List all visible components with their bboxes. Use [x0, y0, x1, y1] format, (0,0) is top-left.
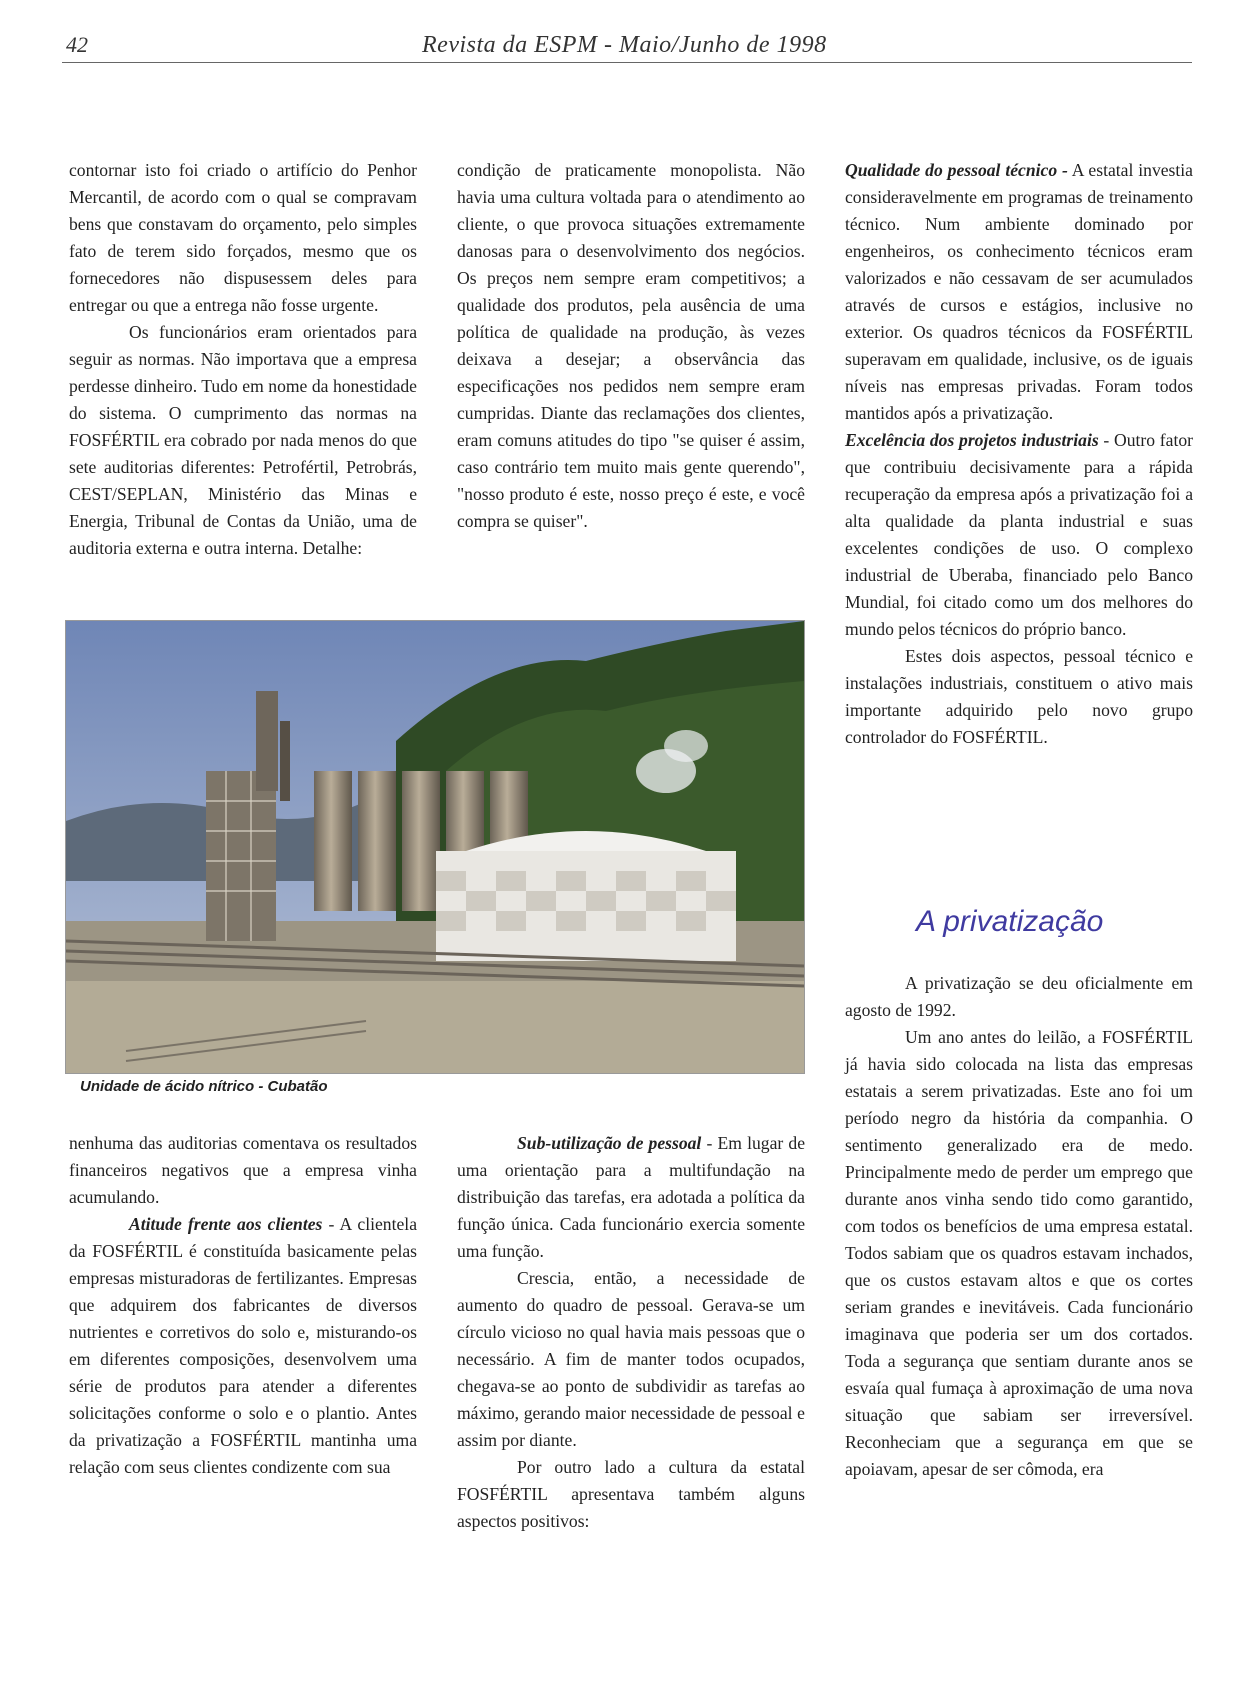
- paragraph: A privatização se deu oficialmente em agosto de 1992.: [845, 973, 1193, 1020]
- figure-caption: Unidade de ácido nítrico - Cubatão: [80, 1078, 328, 1095]
- paragraph: condição de praticamente monopolista. Não havia uma cultura voltada para o atendimento ao cliente, o que provoca situações extremamente danosas para o desenvolvimento dos negócios. Os preços nem sempre eram competitivos; a qualidade dos produtos, pela ausência de uma política de qualidade na produção, às vezes deixava a desejar; a observância das especificações nos pedidos nem sempre eram cumpridas. Diante das reclamações dos clientes, eram comuns atitudes do tipo "se quiser é assim, caso contrário tem muito mais gente querendo", "nosso produto é este, nosso preço é este, e você compra se quiser".: [457, 160, 805, 531]
- paragraph: [69, 1211, 417, 1481]
- paragraph: Os funcionários eram orientados para seguir as normas. Não importava que a empresa perdesse dinheiro. Tudo em nome da honestidade do sistema. O cumprimento das normas na FOSFÉRTIL era cobrado por nada menos do que sete auditorias diferentes: Petrofértil, Petrobrás, CEST/SEPLAN, Ministério das Minas e Energia, Tribunal de Contas da União, uma de auditoria externa e outra interna. Detalhe:: [69, 322, 417, 558]
- paragraph-text: - Em lugar de uma orientação para a multifundação na distribuição das tarefas, era adotada a política da função única. Cada funcionário exercia somente uma função.: [457, 1133, 806, 1261]
- column-1-bottom: [69, 1130, 417, 1481]
- paragraph: Crescia, então, a necessidade de aumento do quadro de pessoal. Gerava-se um círculo vicioso no qual havia mais pessoas que o necessário. A fim de manter todos ocupados, chegava-se ao ponto de subdividir as tarefas ao máximo, gerando maior necessidade de pessoal e assim por diante.: [457, 1268, 805, 1450]
- paragraph: [457, 1130, 805, 1265]
- paragraph-text: - Outro fator que contribuiu decisivamente para a rápida recuperação da empresa após a privatização foi a alta qualidade da planta industrial e suas excelentes condições de uso. O complexo industrial de Uberaba, financiado pelo Banco Mundial, foi citado como um dos melhores do mundo pelos técnicos do próprio banco.: [845, 430, 1193, 639]
- paragraph: Estes dois aspectos, pessoal técnico e instalações industriais, constituem o ativo mais importante adquirido pelo novo grupo controlador do FOSFÉRTIL.: [845, 646, 1193, 747]
- paragraph: contornar isto foi criado o artifício do Penhor Mercantil, de acordo com o qual se compravam bens que constavam do orçamento, pelo simples fato de terem sido forçados, mesmo que os fornecedores não dispusessem deles para entregar ou que a entrega não fosse urgente.: [69, 160, 417, 315]
- paragraph: nenhuma das auditorias comentava os resultados financeiros negativos que a empresa vinha acumulando.: [69, 1133, 417, 1207]
- subheading: Sub-utilização de pessoal: [517, 1133, 702, 1153]
- paragraph: Por outro lado a cultura da estatal FOSFÉRTIL apresentava também alguns aspectos positivos:: [457, 1457, 805, 1531]
- page-number: 42: [66, 32, 88, 57]
- subheading: Excelência dos projetos industriais: [845, 430, 1099, 450]
- column-2-top: [457, 157, 805, 535]
- photo-illustration: [66, 621, 804, 1073]
- running-title: Revista da ESPM - Maio/Junho de 1998: [422, 32, 827, 58]
- paragraph-text: - A clientela da FOSFÉRTIL é constituída basicamente pelas empresas misturadoras de fertilizantes. Empresas que adquirem dos fabricantes de diversos nutrientes e corretivos do solo e, misturando-os em diferentes composições, desenvolvem uma série de produtos para atender a diferentes solicitações conforme o solo e o plantio. Antes da privatização a FOSFÉRTIL mantinha uma relação com seus clientes condizente com sua: [69, 1214, 417, 1477]
- page-header: [62, 30, 1192, 66]
- subheading: Qualidade do pessoal técnico -: [845, 160, 1068, 180]
- paragraph-text: A estatal investia consideravelmente em programas de treinamento técnico. Num ambiente dominado por engenheiros, os conhecimento técnicos eram valorizados e não cessavam de ser acumulados através de cursos e estágios, inclusive no exterior. Os quadros técnicos da FOSFÉRTIL superavam em qualidade, inclusive, os de iguais níveis nas empresas privadas. Foram todos mantidos após a privatização.: [845, 160, 1193, 423]
- column-2-bottom: [457, 1130, 805, 1535]
- subheading: Atitude frente aos clientes: [129, 1214, 323, 1234]
- column-3-section: [845, 970, 1193, 1483]
- section-title: A privatização: [916, 905, 1104, 938]
- paragraph: [845, 157, 1193, 427]
- paragraph: [845, 427, 1193, 643]
- header-rule: [62, 62, 1192, 63]
- column-3: [845, 157, 1193, 751]
- column-1-top: [69, 157, 417, 562]
- paragraph: Um ano antes do leilão, a FOSFÉRTIL já havia sido colocada na lista das empresas estatais a serem privatizadas. Este ano foi um período negro da história da companhia. O sentimento generalizado era de medo. Principalmente medo de perder um emprego que durante anos vinha sendo tido como garantido, com todos os benefícios de uma empresa estatal. Todos sabiam que os quadros estavam inchados, que os custos estavam altos e que os cortes seriam grandes e inevitáveis. Cada funcionário imaginava que poderia ser um dos cortados. Toda a segurança que sentiam durante anos se esvaía qual fumaça à aproximação de uma nova situação que sabiam ser irreversível. Reconheciam que a segurança em que se apoiavam, apesar de ser cômoda, era: [845, 1027, 1193, 1479]
- industrial-plant-photo: [65, 620, 805, 1074]
